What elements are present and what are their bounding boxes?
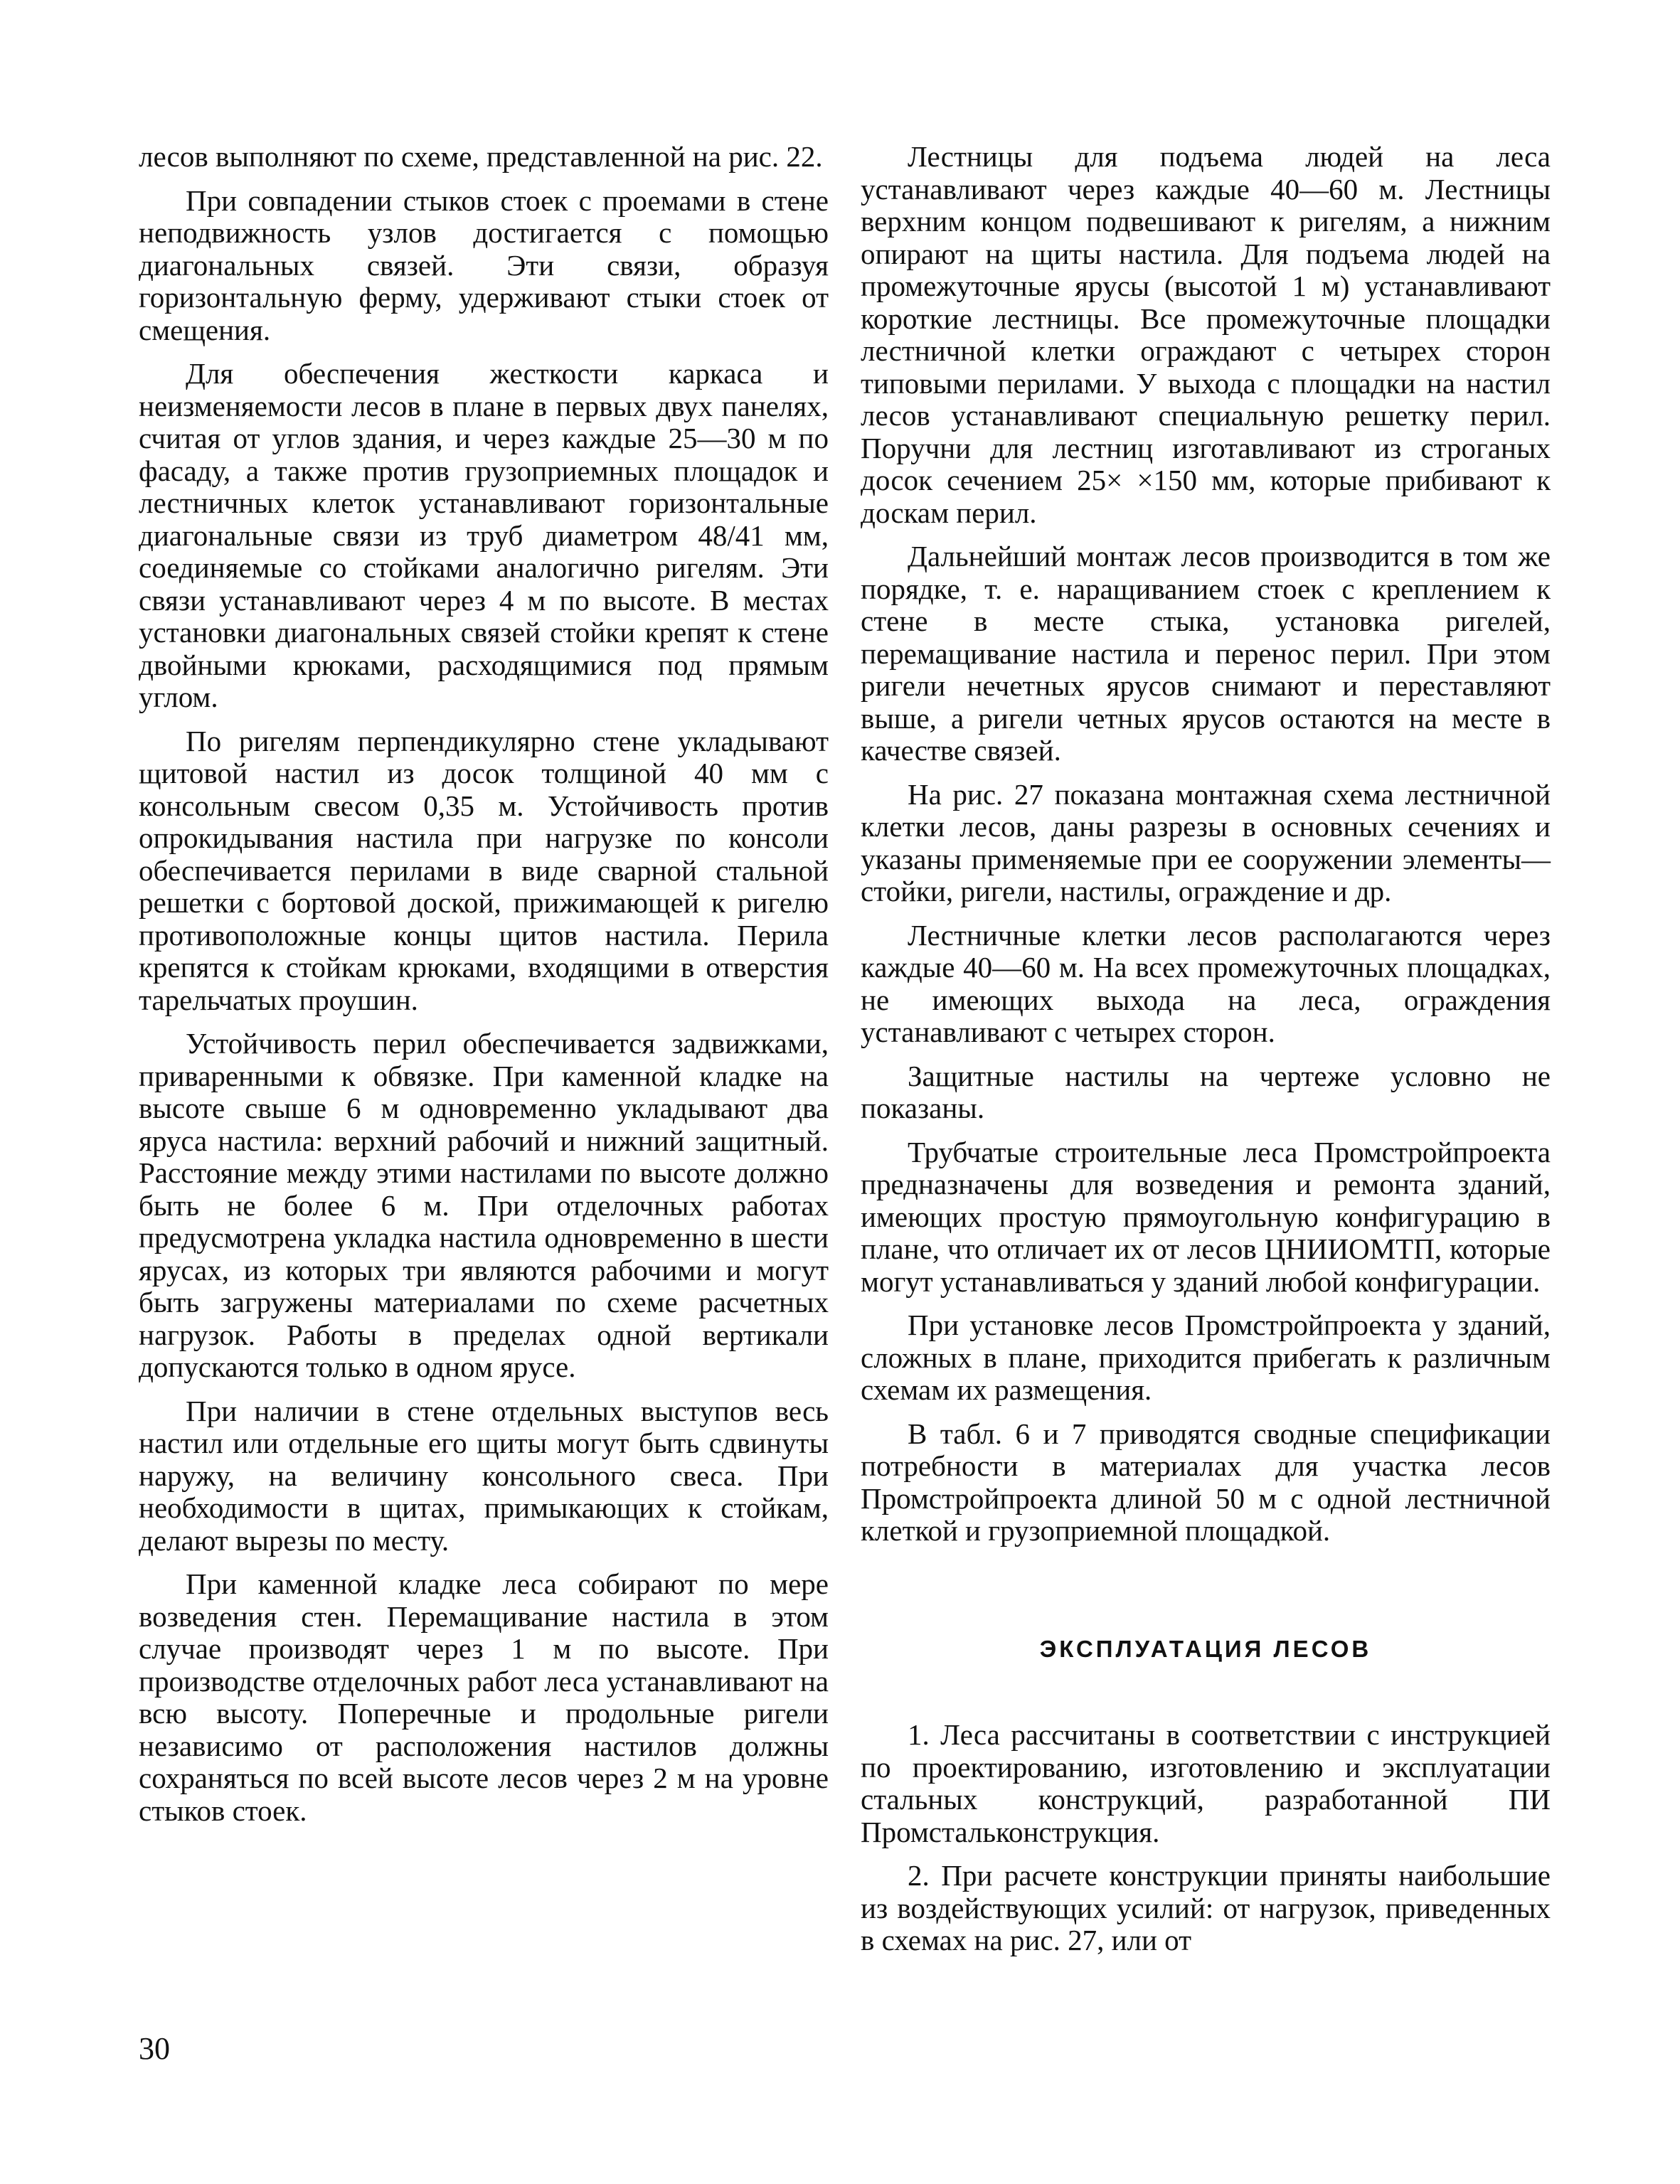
paragraph: лесов выполняют по схеме, представленной на рис. 22. bbox=[139, 140, 823, 173]
numbered-item: 1. Леса рассчитаны в соответствии с инструкцией по проектированию, изготовлению и эксплуатации стальных конструкций, разработанной ПИ Промстальконструкция. bbox=[861, 1718, 1551, 1848]
paragraph: При наличии в стене отдельных выступов весь настил или отдельные его щиты могут быть сдвинуты наружу, на величину консольного свеса. При необходимости в щитах, примыкающих к стойкам, делают вырезы по месту. bbox=[139, 1394, 829, 1557]
page-number: 30 bbox=[139, 2031, 170, 2066]
left-column bbox=[139, 141, 829, 1838]
paragraph: Защитные настилы на чертеже условно не показаны. bbox=[861, 1059, 1551, 1124]
paragraph: При каменной кладке леса собирают по мере возведения стен. Перемащивание настила в этом случае производят через 1 м по высоте. При производстве отделочных работ леса устанавливают на всю высоту. Поперечные и продольные ригели независимо от расположения настилов должны сохраняться по всей высоте лесов через 2 м на уровне стыков стоек. bbox=[139, 1567, 829, 1827]
paragraph: Лестничные клетки лесов располагаются через каждые 40—60 м. На всех промежуточных площадках, не имеющих выхода на леса, ограждения устанавливают с четырех сторон. bbox=[861, 918, 1551, 1048]
paragraph: Лестницы для подъема людей на леса устанавливают через каждые 40—60 м. Лестницы верхним концом подвешивают к ригелям, а нижним опирают на щиты настила. Для подъема людей на промежуточные ярусы (высотой 1 м) устанавливают короткие лестницы. Все промежуточные площадки лестничной клетки ограждают с четырех сторон типовыми перилами. У выхода с площадки на настил лесов устанавливают специальную решетку перил. Поручни для лестниц изготавливают из строганых досок сечением 25× ×150 мм, которые прибивают к доскам перил. bbox=[861, 140, 1551, 529]
paragraph: Дальнейший монтаж лесов производится в том же порядке, т. е. наращиванием стоек с креплением к стене в месте стыка, установка ригелей, перемащивание настила и перенос перил. При этом ригели нечетных ярусов снимают и переставляют выше, а ригели четных ярусов остаются на месте в качестве связей. bbox=[861, 540, 1551, 767]
right-column bbox=[861, 141, 1551, 1969]
paragraph: Для обеспечения жесткости каркаса и неизменяемости лесов в плане в первых двух панелях, считая от углов здания, и через каждые 25—30 м по фасаду, а также против грузоприемных площадок и лестничных клеток устанавливают горизонтальные диагональные связи из труб диаметром 48/41 мм, соединяемые со стойками аналогично ригелям. Эти связи устанавливают через 4 м по высоте. В местах установки диагональных связей стойки крепят к стене двойными крюками, расходящимися под прямым углом. bbox=[139, 357, 829, 713]
numbered-item: 2. При расчете конструкции приняты наибольшие из воздействующих усилий: от нагрузок, приведенных в схемах на рис. 27, или от bbox=[861, 1859, 1551, 1956]
section-heading: ЭКСПЛУАТАЦИЯ ЛЕСОВ bbox=[1039, 1635, 1372, 1662]
paragraph: Устойчивость перил обеспечивается задвижками, приваренными к обвязке. При каменной кладке на высоте свыше 6 м одновременно укладывают два яруса настила: верхний рабочий и нижний защитный. Расстояние между этими настилами по высоте должно быть не более 6 м. При отделочных работах предусмотрена укладка настила одновременно в шести ярусах, из которых три являются рабочими и могут быть загружены материалами по схеме расчетных нагрузок. Работы в пределах одной вертикали допускаются только в одном ярусе. bbox=[139, 1027, 829, 1383]
paragraph: При совпадении стыков стоек с проемами в стене неподвижность узлов достигается с помощью диагональных связей. Эти связи, образуя горизонтальную ферму, удерживают стыки стоек от смещения. bbox=[139, 183, 829, 346]
paragraph: На рис. 27 показана монтажная схема лестничной клетки лесов, даны разрезы в основных сечениях и указаны применяемые при ее сооружении элементы—стойки, ригели, настилы, ограждение и др. bbox=[861, 777, 1551, 907]
paragraph: В табл. 6 и 7 приводятся сводные спецификации потребности в материалах для участка лесов Промстройпроекта длиной 50 м с одной лестничной клеткой и грузоприемной площадкой. bbox=[861, 1417, 1551, 1547]
paragraph: Трубчатые строительные леса Промстройпроекта предназначены для возведения и ремонта зданий, имеющих простую прямоугольную конфигурацию в плане, что отличает их от лесов ЦНИИОМТП, которые могут устанавливаться у зданий любой конфигурации. bbox=[861, 1135, 1551, 1298]
paragraph: По ригелям перпендикулярно стене укладывают щитовой настил из досок толщиной 40 мм с консольным свесом 0,35 м. Устойчивость против опрокидывания настила при нагрузке по консоли обеспечивается перилами в виде сварной стальной решетки с бортовой доской, прижимающей к ригелю противоположные концы щитов настила. Перила крепятся к стойкам крюками, входящими в отверстия тарельчатых проушин. bbox=[139, 724, 829, 1016]
paragraph: При установке лесов Промстройпроекта у зданий, сложных в плане, приходится прибегать к различным схемам их размещения. bbox=[861, 1309, 1551, 1406]
